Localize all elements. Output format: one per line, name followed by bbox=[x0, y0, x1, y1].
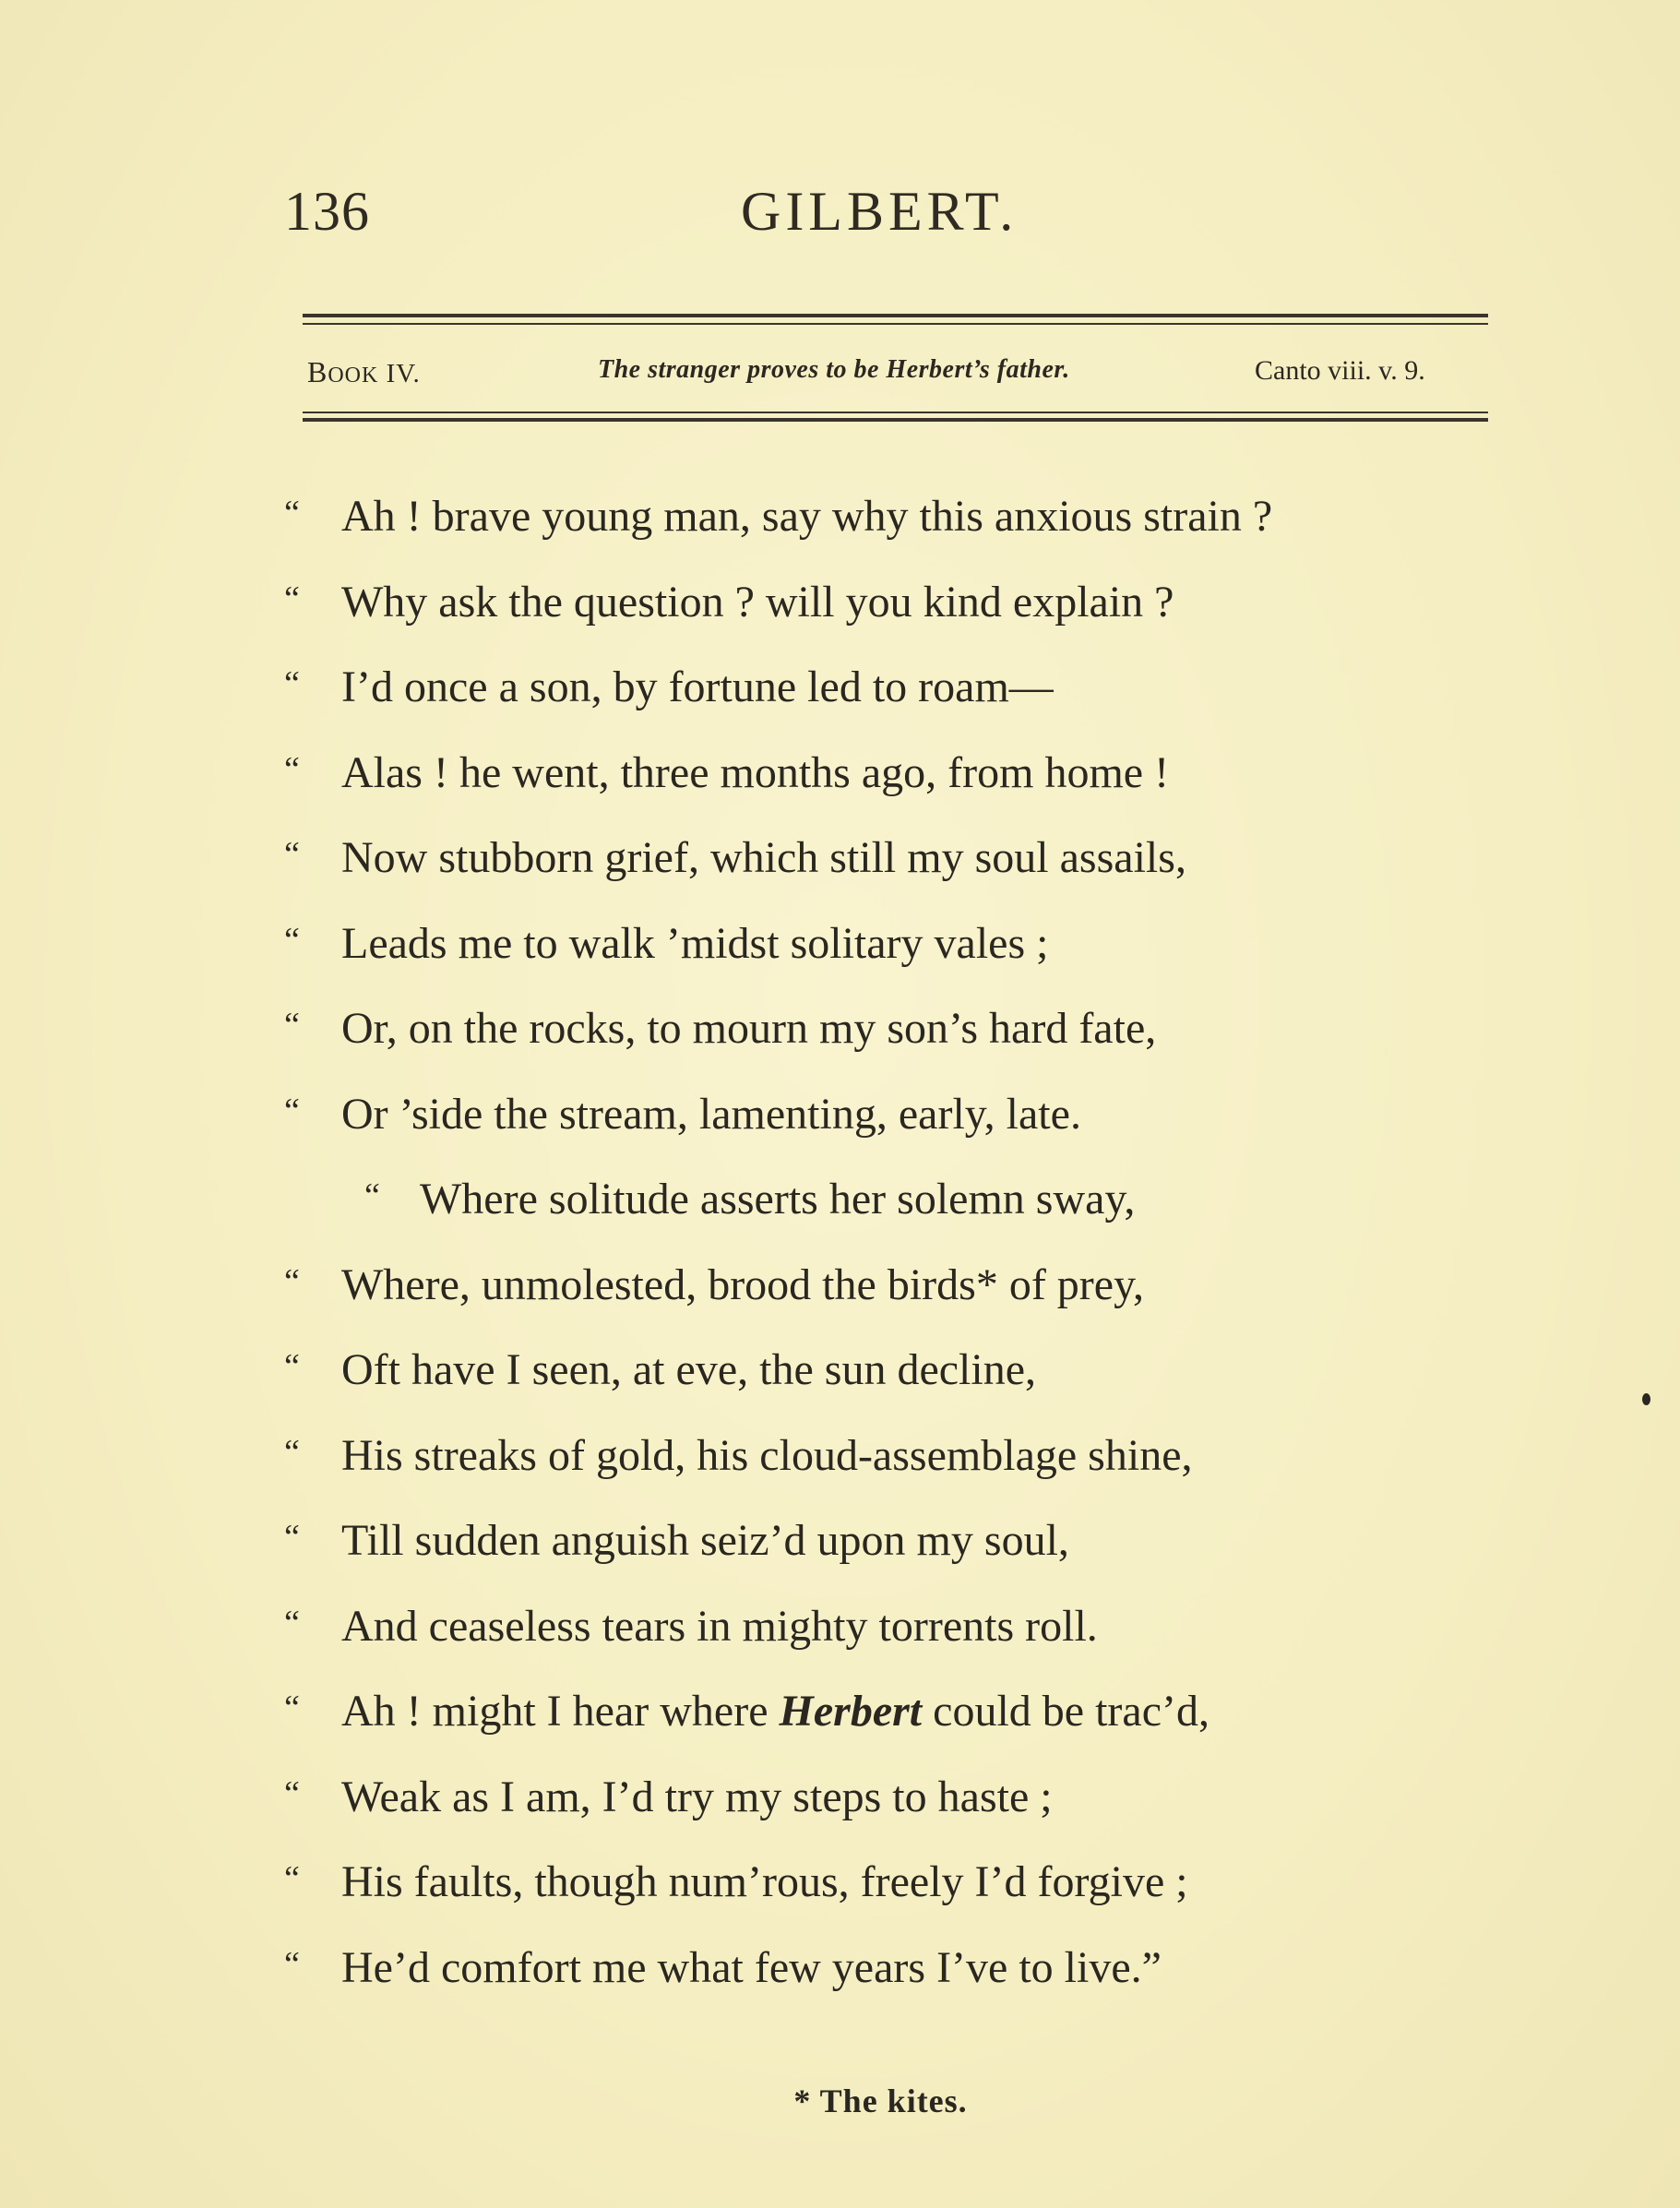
poem-line: “ Oft have I seen, at eve, the sun decline, bbox=[284, 1345, 1037, 1394]
poem-line: “ I’d once a son, by fortune led to roam— bbox=[284, 662, 1054, 711]
poem-text bbox=[0, 489, 1680, 2025]
footnote: * The kites. bbox=[793, 2083, 968, 2119]
poem-line: “ Or, on the rocks, to mourn my son’s hard fate, bbox=[284, 1004, 1157, 1053]
running-head bbox=[0, 180, 1680, 254]
poem-line: “ His streaks of gold, his cloud-assemblage shine, bbox=[284, 1430, 1193, 1480]
ink-speck bbox=[1642, 1393, 1650, 1405]
poem-line: “ Leads me to walk ’midst solitary vales ; bbox=[284, 918, 1049, 968]
running-title: GILBERT. bbox=[741, 181, 1019, 242]
headline bbox=[0, 355, 1680, 401]
poem-line: “ Now stubborn grief, which still my soul assails, bbox=[284, 833, 1186, 882]
top-rule-thin bbox=[303, 323, 1488, 325]
top-rule-thick bbox=[303, 314, 1488, 317]
poem-line: “ Weak as I am, I’d try my steps to haste ; bbox=[284, 1772, 1053, 1821]
poem-line: “ He’d comfort me what few years I’ve to live.” bbox=[284, 1942, 1162, 1992]
poem-line: “ Why ask the question ? will you kind explain ? bbox=[284, 577, 1174, 627]
headline-summary: The stranger proves to be Herbert’s father. bbox=[598, 355, 1070, 384]
canto-reference: Canto viii. v. 9. bbox=[1255, 355, 1425, 386]
bottom-rule-thick bbox=[303, 418, 1488, 422]
poem-line: “ His faults, though num’rous, freely I’d forgive ; bbox=[284, 1857, 1188, 1906]
poem-line: “ Alas ! he went, three months ago, from home ! bbox=[284, 747, 1170, 797]
poem-line: “ Ah ! might I hear where Herbert could be trac’d, bbox=[284, 1687, 1209, 1736]
poem-line: “ Or ’side the stream, lamenting, early, late. bbox=[284, 1089, 1081, 1139]
poem-line: “ Where, unmolested, brood the birds* of prey, bbox=[284, 1259, 1144, 1309]
poem-line: “ And ceaseless tears in mighty torrents roll. bbox=[284, 1601, 1098, 1651]
page-number: 136 bbox=[284, 181, 370, 242]
poem-line-indented: “ Where solitude asserts her solemn sway, bbox=[364, 1175, 1136, 1223]
poem-line: “ Ah ! brave young man, say why this anxious strain ? bbox=[284, 492, 1273, 541]
bottom-rule-thin bbox=[303, 412, 1488, 413]
book-label: BOOK IV. bbox=[307, 355, 421, 388]
herbert-name: Herbert bbox=[779, 1687, 923, 1736]
poem-line: “ Till sudden anguish seiz’d upon my soul, bbox=[284, 1516, 1069, 1565]
